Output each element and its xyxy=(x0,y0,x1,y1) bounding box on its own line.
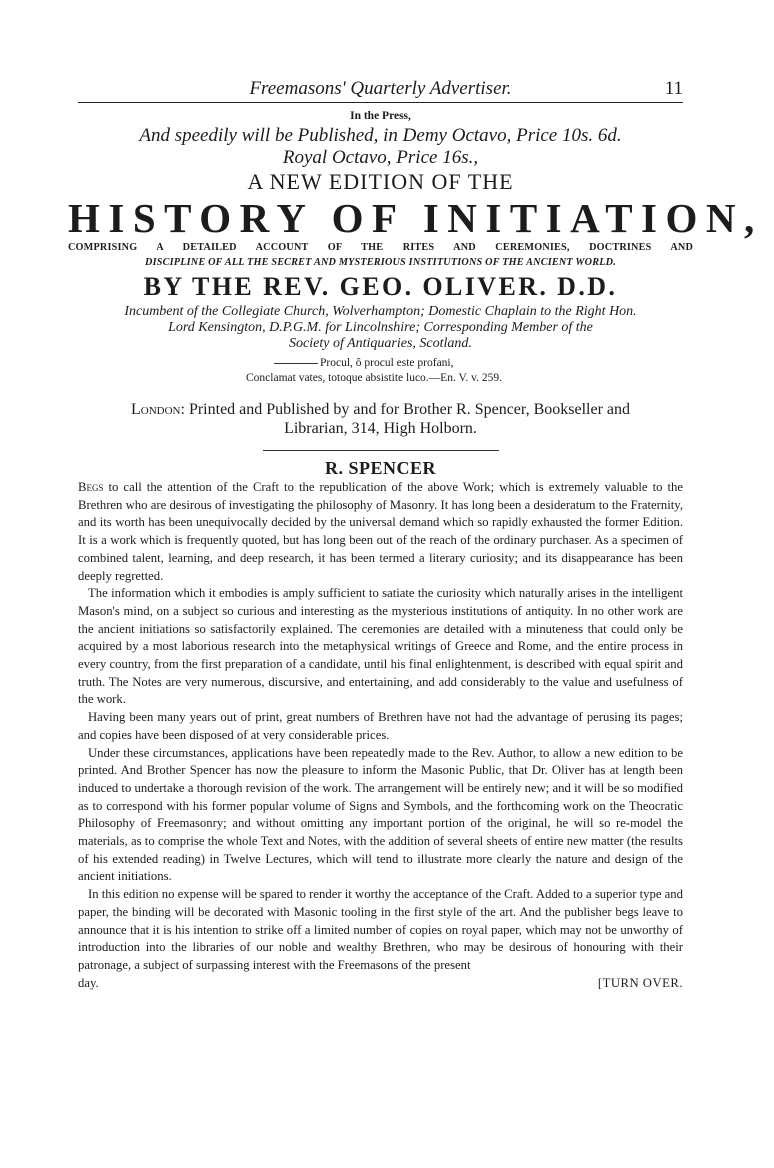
paragraph-3: Having been many years out of print, great numbers of Brethren have not had the advantage of perusing its pages; and copies have been disposed of at very considerable prices. xyxy=(78,710,683,742)
imprint-text: : Printed and Published by and for Brother R. Spencer, Bookseller and xyxy=(180,401,630,418)
motto-line-2: Conclamat vates, totoque absistite luco.—En. V. v. 259. xyxy=(246,372,502,384)
paragraph-5-end: day. xyxy=(78,975,99,990)
credentials-line-2: Lord Kensington, D.P.G.M. for Lincolnshire; Corresponding Member of the xyxy=(168,320,593,335)
subtitle-line-1: COMPRISING A DETAILED ACCOUNT OF THE RITES AND CEREMONIES, DOCTRINES AND xyxy=(68,242,693,253)
running-title: Freemasons' Quarterly Advertiser. xyxy=(249,78,512,99)
author-credentials xyxy=(78,304,683,352)
publisher-imprint xyxy=(78,400,683,438)
latin-motto xyxy=(246,356,683,386)
opening-word: Begs xyxy=(78,480,104,494)
author-byline: BY THE REV. GEO. OLIVER. D.D. xyxy=(143,272,618,301)
notice-body xyxy=(78,479,683,992)
notice-heading: R. SPENCER xyxy=(324,458,436,478)
in-press-line: In the Press, xyxy=(350,110,411,122)
turn-over-catchword: [TURN OVER. xyxy=(597,975,683,990)
credentials-line-1: Incumbent of the Collegiate Church, Wolverhampton; Domestic Chaplain to the Right Hon. xyxy=(124,304,637,319)
page-number: 11 xyxy=(664,78,683,99)
imprint-address: Librarian, 314, High Holborn. xyxy=(284,420,477,437)
book-title: HISTORY OF INITIATION, xyxy=(68,195,763,241)
document-page xyxy=(68,74,763,992)
royal-octavo-line: Royal Octavo, Price 16s., xyxy=(282,147,479,168)
paragraph-4: Under these circumstances, applications have been repeatedly made to the Rev. Author, to allow a new edition to be printed. And Brother Spencer has now the pleasure to inform the Masonic Public, that Dr. Oliver has at length been induced to undertake a thorough revision of the work. The arrangement will be entirely new; and it will be so modified as to correspond with his former popular volume of Signs and Symbols, and the forthcoming work on the Theocratic Philosophy of Freemasonry; and without omitting any important portion of the original, he will so re-model the materials, as to comprise the whole Text and Notes, with the addition of several sheets of entire new matter (the results of his extended reading) in Twelve Lectures, which will tend to illustrate more clearly the nature and design of the ancient initiations. xyxy=(78,745,683,884)
imprint-city: London xyxy=(131,401,181,418)
running-head xyxy=(78,74,683,103)
motto-line-1: Procul, ô procul este profani, xyxy=(320,357,454,369)
subtitle-line-2: DISCIPLINE OF ALL THE SECRET AND MYSTERIOUS INSTITUTIONS OF THE ANCIENT WORLD. xyxy=(145,257,616,268)
new-edition-line: A NEW EDITION OF THE xyxy=(247,169,514,194)
paragraph-1: Begs to call the attention of the Craft to the republication of the above Work; which is extremely valuable to the Brethren who are desirous of investigating the philosophy of Masonry. It has long been a desideratum to the Fraternity, and its worth has been unequivocally decided by the universal demand which so rapidly exhausted the former Edition. It is a work which is frequently quoted, but has long been out of the reach of the ordinary purchaser. As a specimen of combined talent, learning, and deep research, it has been termed a literary curiosity; and its disappearance has been deeply regretted. xyxy=(78,480,683,583)
publication-line: And speedily will be Published, in Demy Octavo, Price 10s. 6d. xyxy=(139,125,622,146)
final-line xyxy=(78,975,683,993)
motto-dash xyxy=(274,363,318,364)
paragraph-2: The information which it embodies is amply sufficient to satiate the curiosity which naturally arises in the intelligent Mason's mind, on a subject so curious and interesting as the mysterious institutions of antiquity. In no other work are the ancient initiations so satisfactorily explained. The ceremonies are detailed with a minuteness that could only be acquired by a most laborious research into the metaphysical writings of Greece and Rome, and the entire process in every country, from the first preparation of a candidate, until his final enlightenment, is described with equal spirit and truth. The Notes are very numerous, discursive, and entertaining, and add considerably to the value and usefulness of the work. xyxy=(78,586,683,707)
credentials-line-3: Society of Antiquaries, Scotland. xyxy=(289,336,472,351)
section-divider xyxy=(263,450,499,451)
paragraph-5: In this edition no expense will be spared to render it worthy the acceptance of the Craft. Added to a superior type and paper, the binding will be decorated with Masonic tooling in the first style of the art. And the publisher begs leave to announce that it is his intention to strike off a limited number of copies on royal paper, which may not be unworthy of introduction into the libraries of our noble and wealthy Brethren, who may be desirous of honouring with their patronage, a subject of surpassing interest with the Freemasons of the present xyxy=(78,887,683,972)
